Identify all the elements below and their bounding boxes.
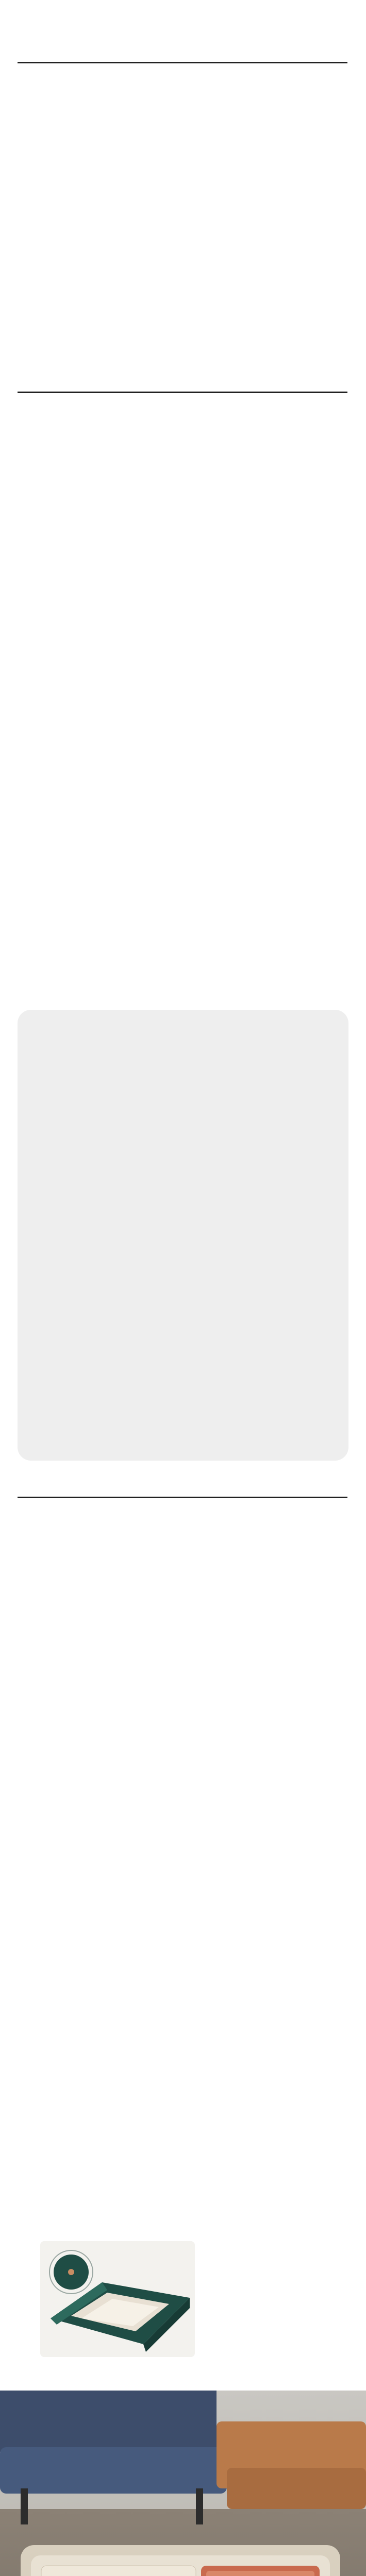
faq-divider — [18, 1497, 347, 1498]
msize-photo — [40, 2241, 195, 2357]
suitcase-scene-icon — [0, 2391, 366, 2576]
pouch-photo-icon — [40, 2241, 195, 2357]
product-lifestyle-photo — [0, 2391, 366, 2576]
top-divider — [18, 62, 347, 63]
spec-box — [18, 1010, 348, 1461]
colors-divider — [18, 392, 347, 393]
